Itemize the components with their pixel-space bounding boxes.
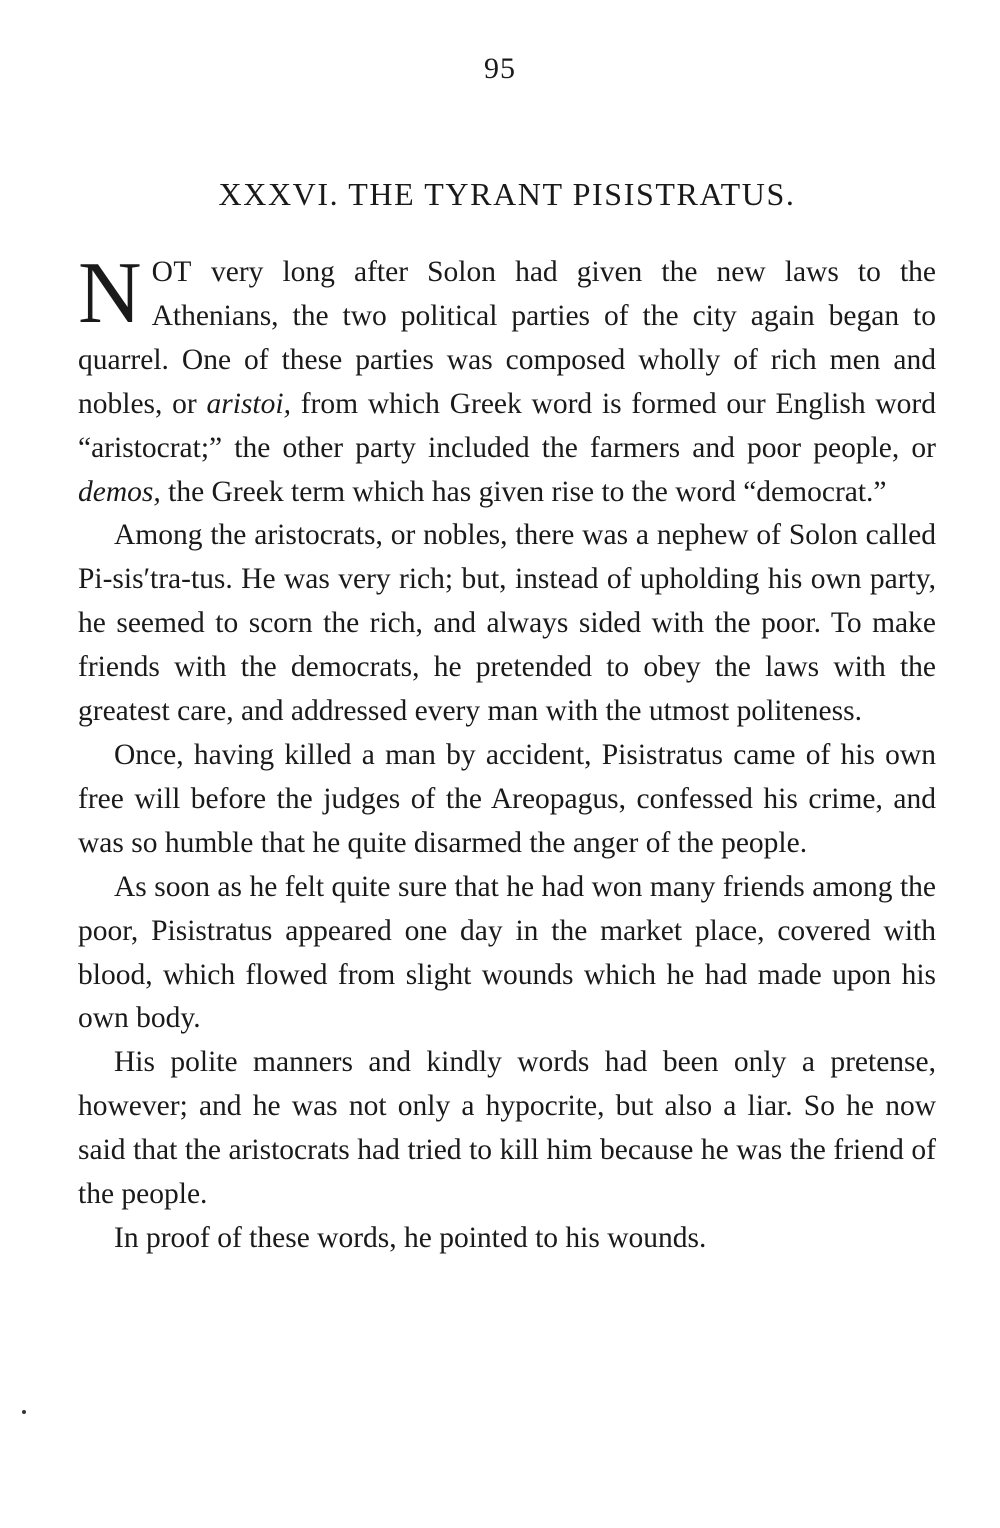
paragraph-1 xyxy=(78,245,936,514)
first-word-rest: OT xyxy=(151,256,192,288)
paragraph-6: In proof of these words, he pointed to his wounds. xyxy=(114,1221,707,1254)
paragraph-2: Among the aristocrats, or nobles, there was a nephew of Solon called Pi-sis′tra-tus. He was very rich; but, instead of upholding his own party, he seemed to scorn the rich, and always sided with the poor. To make friends with the democrats, he pretended to obey the laws with the greatest care, and addressed every man with the utmost politeness. xyxy=(78,519,936,728)
page-number: 95 xyxy=(484,52,516,85)
margin-speck xyxy=(22,1410,26,1414)
term-aristoi: aristoi, xyxy=(206,387,291,420)
chapter-title: XXXVI. THE TYRANT PISISTRATUS. xyxy=(218,176,796,212)
term-demos: demos, xyxy=(78,475,161,508)
chapter-body xyxy=(78,245,936,1261)
paragraph-5: His polite manners and kindly words had been only a pretense, however; and he was not only a hypocrite, but also a liar. So he now said that the aristocrats had tried to kill him because he was the friend of the people. xyxy=(78,1046,936,1211)
paragraph-1-text-a: very long after Solon had given the new laws to the Athenians, the two political parties of the city again began to quarrel. One of these parties was composed wholly of rich men and nobles, or xyxy=(78,256,936,420)
paragraph-1-text-b: from which Greek word is formed our English word “aristocrat;” the other party included the farmers and poor people, or xyxy=(78,387,936,464)
paragraph-3: Once, having killed a man by accident, Pisistratus came of his own free will before the judges of the Areopagus, confessed his crime, and was so humble that he quite disarmed the anger of the people. xyxy=(78,738,936,859)
paragraph-1-text-c: the Greek term which has given rise to the word “democrat.” xyxy=(160,475,887,508)
paragraph-4: As soon as he felt quite sure that he had won many friends among the poor, Pisistratus appeared one day in the market place, covered with blood, which flowed from slight wounds which he had made upon his own body. xyxy=(78,870,936,1035)
drop-cap: N xyxy=(78,245,142,342)
